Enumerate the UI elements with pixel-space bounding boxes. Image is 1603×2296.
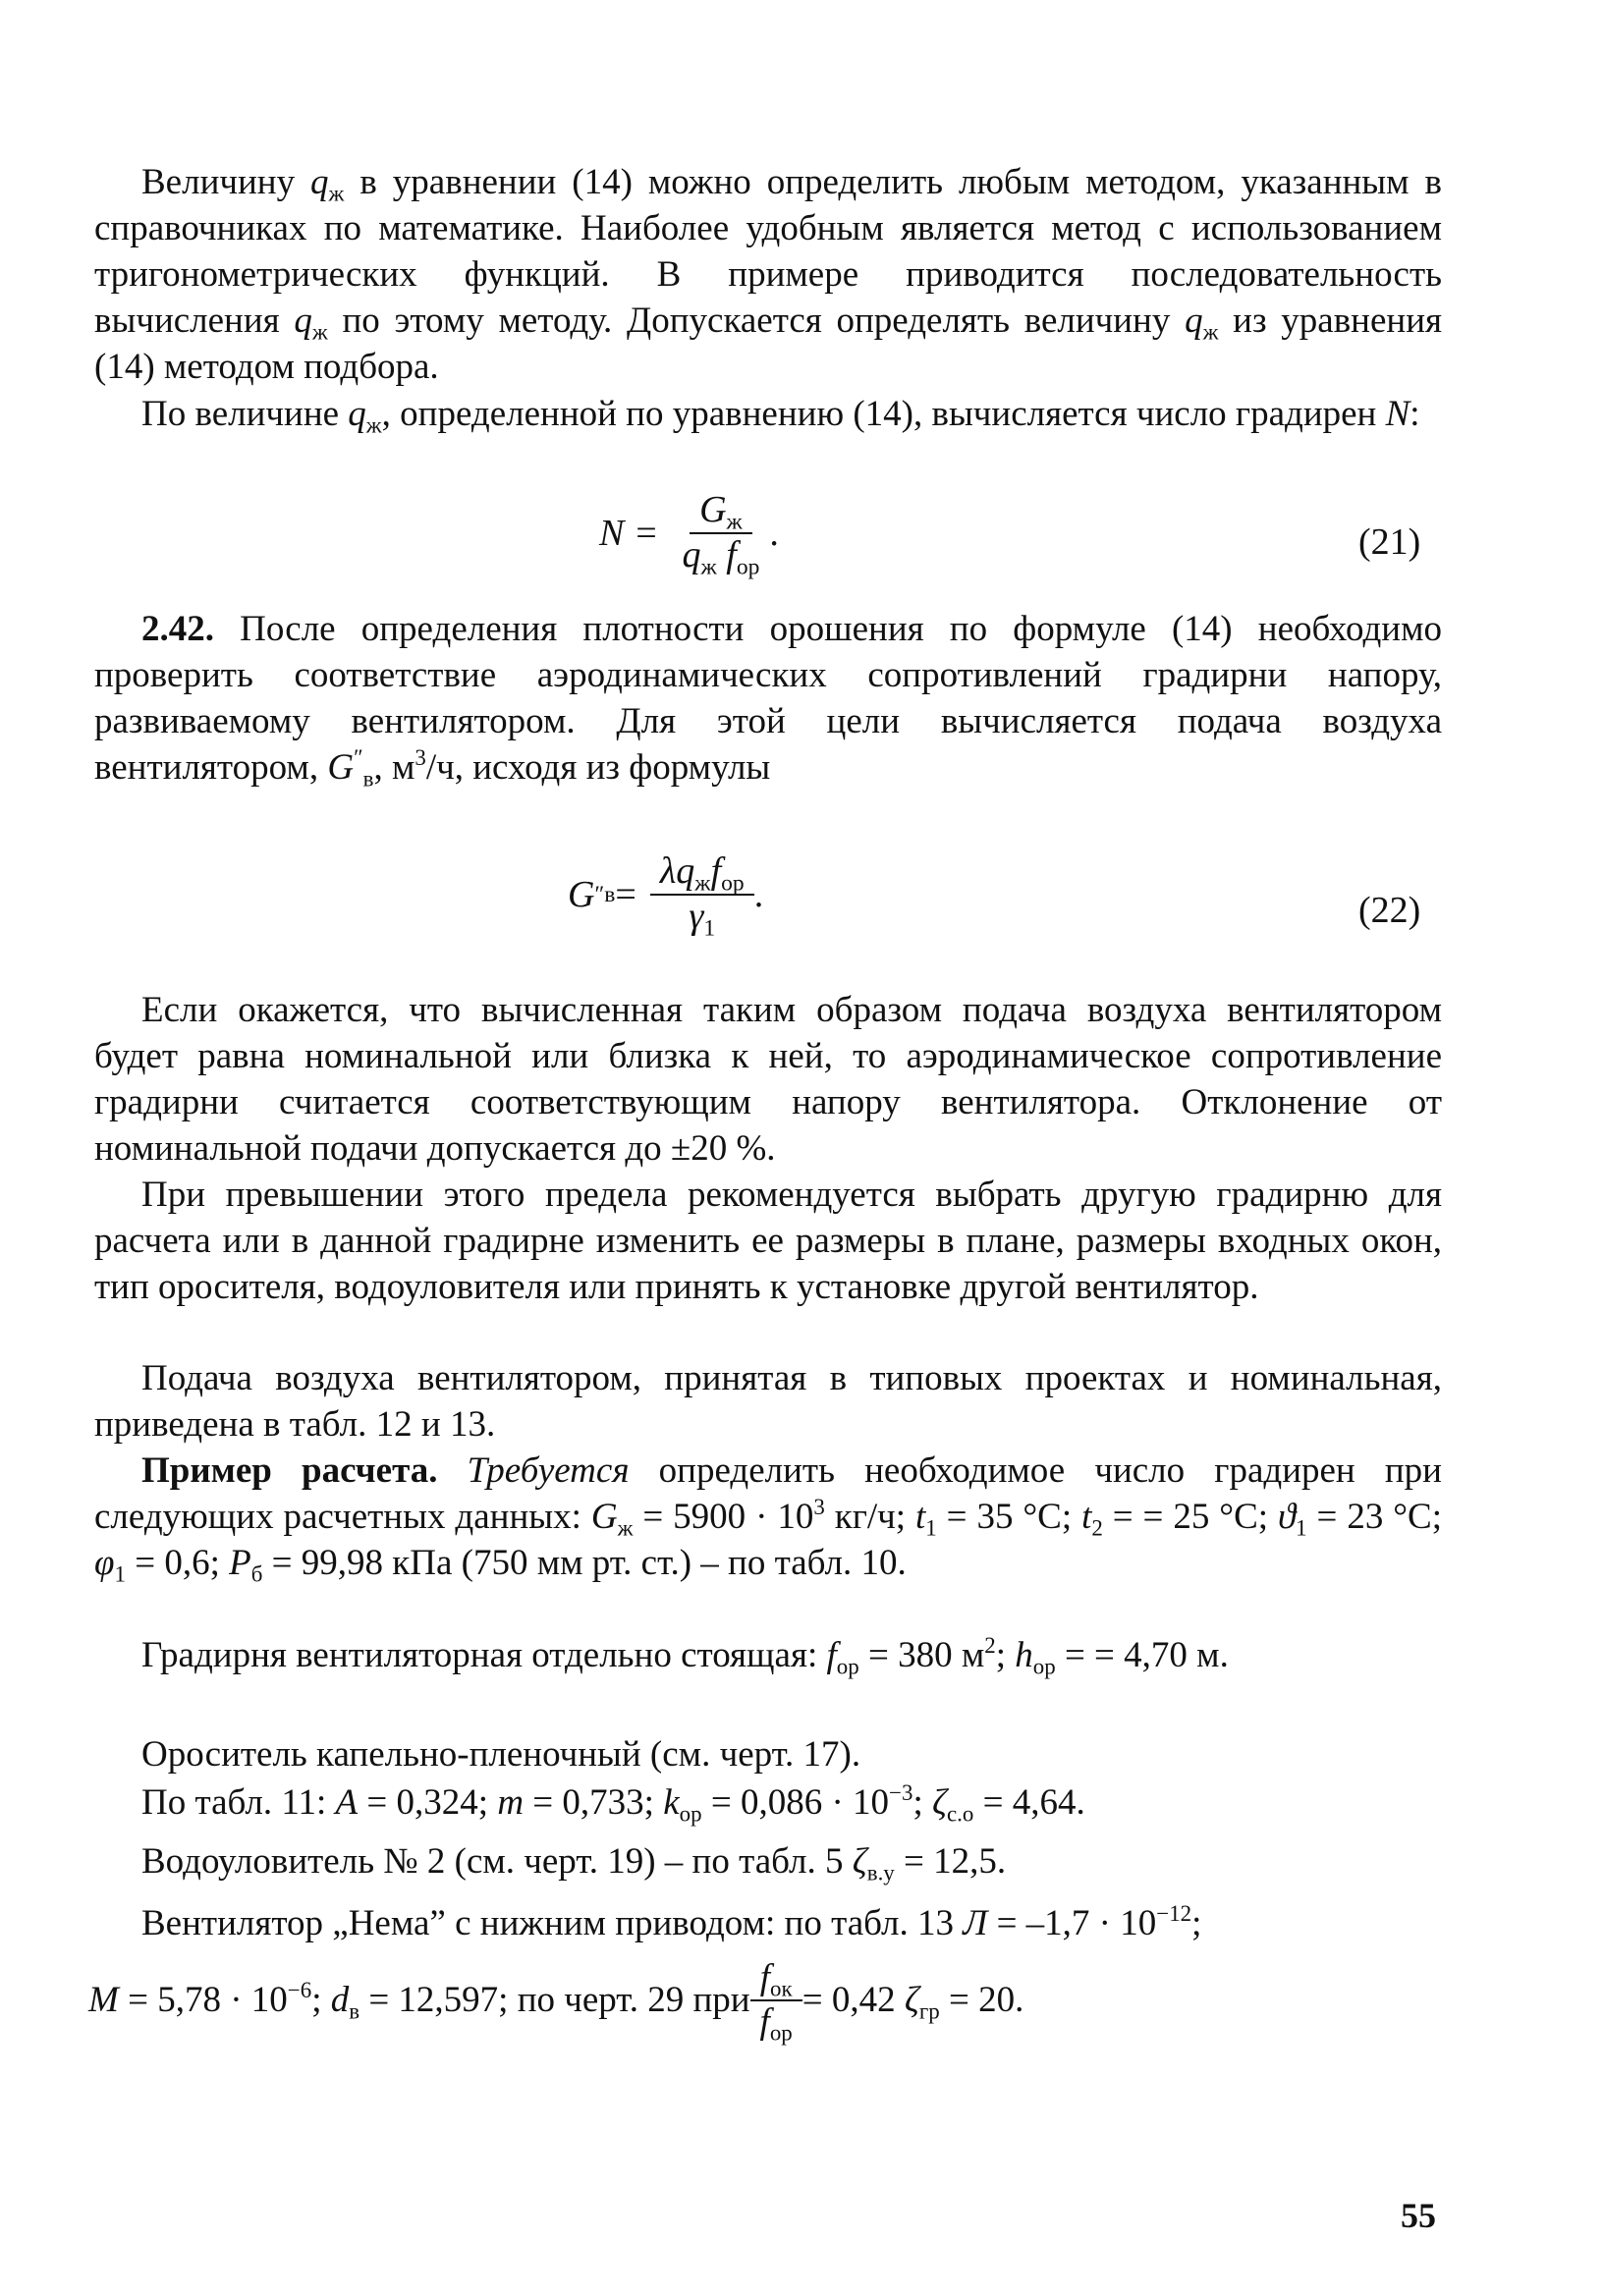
paragraph-2-42: 2.42. После определения плотности орошения по формуле (14) необходимо проверить соответствие аэродинамических сопротивлений градирни напору, развиваемому вентилятором. Для этой цели вычисляется подача воздуха вентилятором, $G''_в$, $м^3/ч$, исходя из формулы [94,609,1442,792]
paragraph-table-11: По табл. 11: A = 0,324; m = 0,733; $k_{ор} = 0,086 \cdot 10^{-3}$; $\zeta_{с.о} = 4,64$. [141,1779,1085,1827]
paragraph-2: По величине $q_ж$, определенной по уравнению (14), вычисляется число градирен N: [141,394,1420,438]
area-ratio-fraction: $\frac{f_{ок}}{f_{ор}}$ [750,1959,802,2042]
paragraph-example: Пример расчета. Требуется определить необходимое число градирен при следующих расчетных данных: $G_ж = 5900 \cdot 10^3$ кг/ч; $t_1 = 35$ °С; $t_2$ = = 25 °С; $ϑ_1 = 23$ °С; $\varphi_1 = 0,6$; $P_б = 99,98$ кПа (750 мм рт. ст.) – по табл. 10. [94,1450,1442,1587]
paragraph-5: При превышении этого предела рекомендуется выбрать другую градирню для расчета или в данной градирне изменить ее размеры в плане, размеры входных окон, тип оросителя, водоуловителя или принять к установке другой вентилятор. [94,1175,1442,1307]
equation-21: N = $\frac{G_ж}{q_ж f_{ор}}$ . [599,489,779,580]
equation-22-fraction: $\frac{\lambda q_жf_{ор}}{\gamma_1}$ [650,852,754,937]
paragraph-drift-eliminator: Водоуловитель № 2 (см. черт. 19) – по табл. 5 $\zeta_{в.у} = 12,5$. [141,1841,1007,1886]
paragraph-4: Если окажется, что вычисленная таким образом подача воздуха вентилятором будет равна номинальной или близка к ней, то аэродинамическое сопротивление градирни считается соответствующим напору вентилятора. Отклонение от номинальной подачи допускается до ±20 %. [94,990,1442,1169]
paragraph-tower: Градирня вентиляторная отдельно стоящая: $f_{ор} = 380$ $м^2$; $h_{ор}$ = = 4,70 м. [141,1632,1229,1679]
paragraph-sprinkler: Ороситель капельно-пленочный (см. черт. 17). [141,1734,861,1775]
equation-21-number: (21) [1358,521,1421,563]
paragraph-6: Подача воздуха вентилятором, принятая в типовых проектах и номинальная, приведена в табл. 12 и 13. [94,1358,1442,1445]
paragraph-fan-continued: $M = 5,78 \cdot 10^{-6}$; $d_в = 12,597$; по черт. 29 при $\frac{f_{ок}}{f_{ор}}$ = 0,42 $\zeta_{гр} = 20$. [88,1957,1024,2046]
page-number: 55 [1401,2196,1436,2235]
paragraph-1: Величину $q_ж$ в уравнении (14) можно определить любым методом, указанным в справочниках по математике. Наиболее удобным является метод с использованием тригонометрических функций. В примере приводится последовательность вычисления $q_ж$ по этому методу. Допускается определять величину $q_ж$ из уравнения (14) методом подбора. [94,162,1443,387]
paragraph-fan: Вентилятор „Нема” с нижним приводом: по табл. 13 $Л = -1,7 \cdot 10^{-12}$; [141,1900,1202,1943]
equation-22: G ″ в = $\frac{\lambda q_жf_{ор}}{\gamma_1}$ . [568,850,764,942]
equation-21-lhs: N = [599,512,659,554]
equation-21-fraction: $\frac{G_ж}{q_ж f_{ор}}$ [682,489,760,580]
equation-22-number: (22) [1358,890,1421,931]
